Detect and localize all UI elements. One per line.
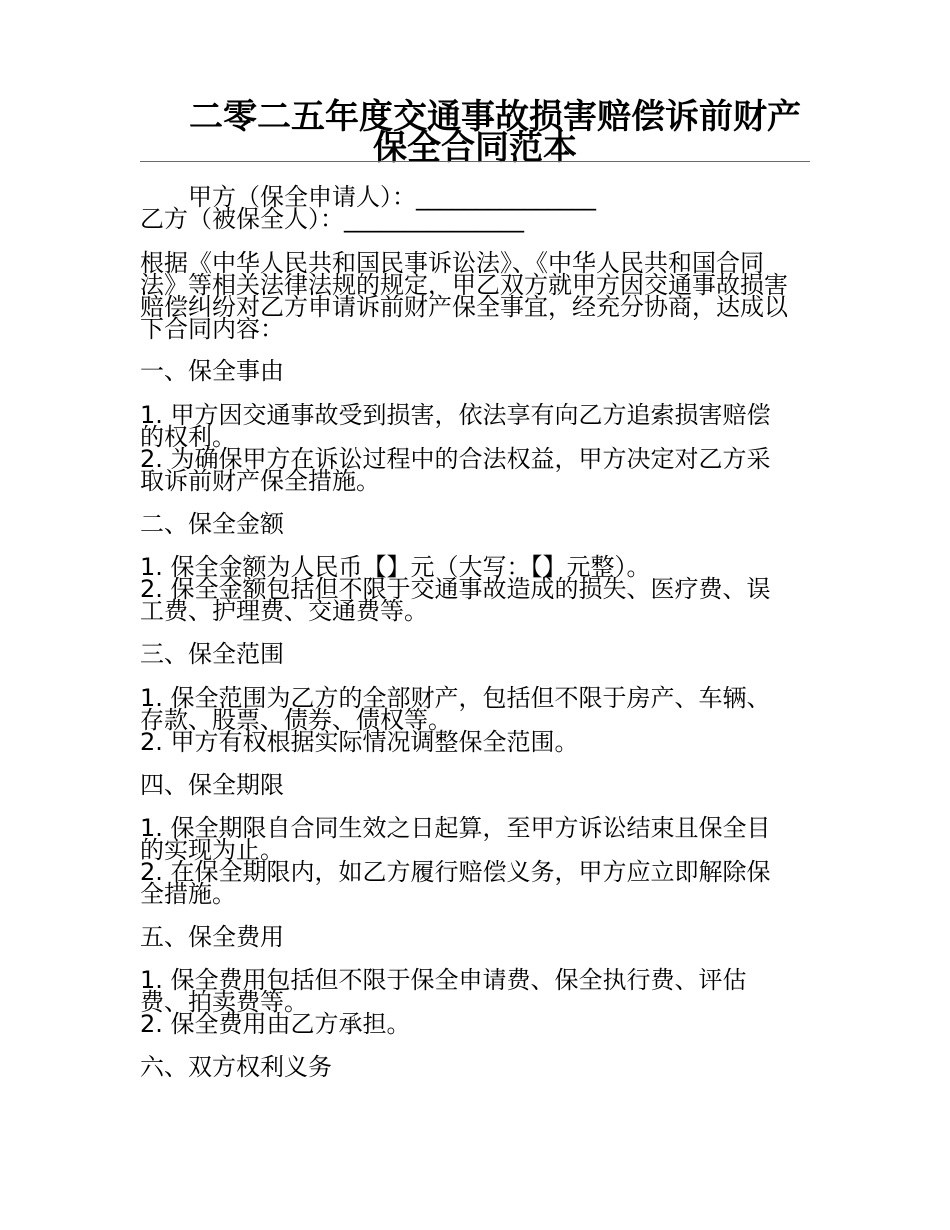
section-heading-reason: 一、保全事由 [140, 357, 284, 385]
section-line: 1. 保全费用包括但不限于保全申请费、保全执行费、评估 [140, 966, 747, 994]
section-line: 2. 为确保甲方在诉讼过程中的合法权益，甲方决定对乙方采 [140, 445, 771, 473]
section-heading-amount: 二、保全金额 [140, 510, 284, 538]
section-line: 全措施。 [140, 880, 236, 908]
section-line: 2. 保全费用由乙方承担。 [140, 1010, 411, 1038]
section-line: 2. 甲方有权根据实际情况调整保全范围。 [140, 728, 579, 756]
section-line: 1. 保全期限自合同生效之日起算，至甲方诉讼结束且保全目 [140, 814, 771, 842]
section-line: 取诉前财产保全措施。 [140, 467, 380, 495]
section-heading-fees: 五、保全费用 [140, 923, 284, 951]
section-line: 的权利。 [140, 423, 236, 451]
section-line: 费、拍卖费等。 [140, 988, 308, 1016]
document-title-line-1: 二零二五年度交通事故损害赔偿诉前财产 [189, 97, 801, 137]
section-line: 1. 保全范围为乙方的全部财产，包括但不限于房产、车辆、 [140, 684, 771, 712]
intro-line: 下合同内容： [140, 315, 284, 343]
party-a-line: 甲方（保全申请人）：_______________ [188, 183, 596, 211]
section-heading-rights: 六、双方权利义务 [140, 1053, 332, 1081]
document-title-line-2: 保全合同范本 [373, 128, 577, 168]
title-underline [140, 161, 810, 162]
intro-line: 赔偿纠纷对乙方申请诉前财产保全事宜，经充分协商，达成以 [140, 293, 788, 321]
party-b-line: 乙方（被保全人）：_______________ [140, 205, 524, 233]
section-heading-scope: 三、保全范围 [140, 640, 284, 668]
section-line: 1. 保全金额为人民币【】元（大写：【】元整）。 [140, 553, 651, 581]
section-heading-term: 四、保全期限 [140, 771, 284, 799]
section-line: 的实现为止。 [140, 836, 284, 864]
section-line: 2. 保全金额包括但不限于交通事故造成的损失、医疗费、误 [140, 575, 771, 603]
section-line: 工费、护理费、交通费等。 [140, 597, 428, 625]
intro-line: 法》等相关法律法规的规定，甲乙双方就甲方因交通事故损害 [140, 271, 788, 299]
section-line: 1. 甲方因交通事故受到损害，依法享有向乙方追索损害赔偿 [140, 401, 771, 429]
section-line: 2. 在保全期限内，如乙方履行赔偿义务，甲方应立即解除保 [140, 858, 771, 886]
section-line: 存款、股票、债券、债权等。 [140, 706, 452, 734]
intro-line: 根据《中华人民共和国民事诉讼法》、《中华人民共和国合同 [140, 249, 764, 277]
